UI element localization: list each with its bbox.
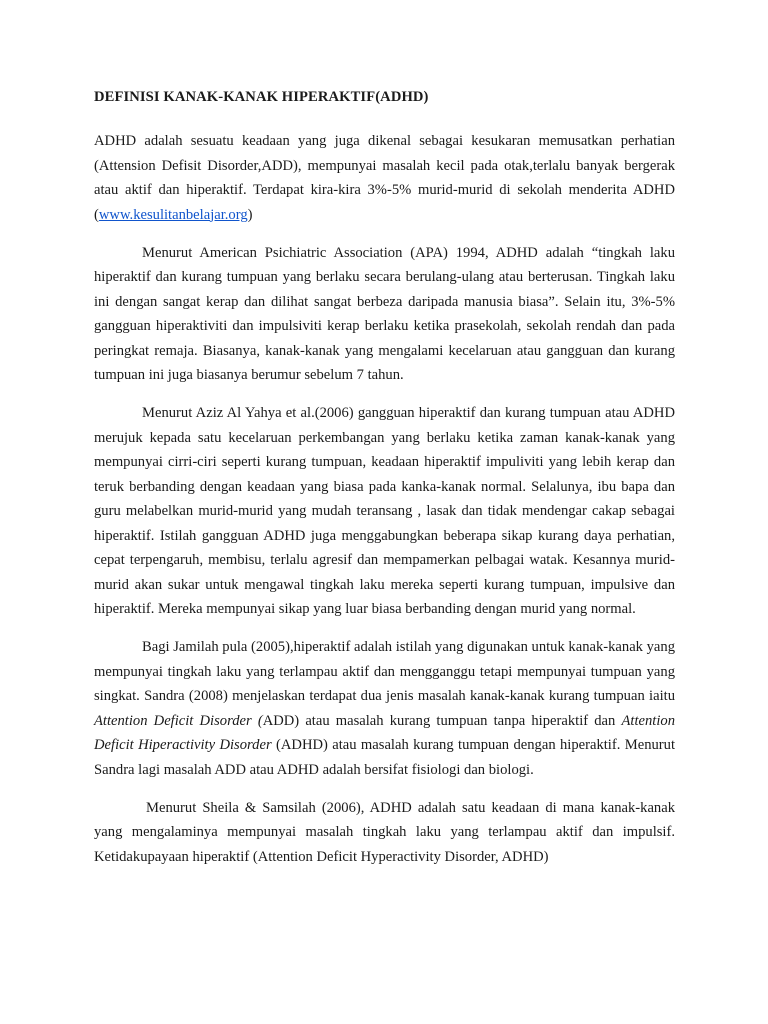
paragraph-text: ADHD adalah sesuatu keadaan yang juga dikenal sebagai kesukaran memusatkan perhatian (Attension Defisit Disorder,ADD), mempunyai masalah kecil pada otak,terlalu banyak bergerak atau aktif dan hiperaktif. Terdapat kira-kira 3%-5% murid-murid di sekolah menderita ADHD (	[94, 133, 675, 223]
italic-term-adhd: Attention Deficit Hiperactivity Disorder	[94, 712, 675, 753]
kesulitanbelajar-link[interactable]: www.kesulitanbelajar.org	[98, 206, 248, 223]
document-title: DEFINISI KANAK-KANAK HIPERAKTIF(ADHD)	[94, 89, 429, 105]
paragraph-jamilah	[94, 635, 675, 782]
paragraph-adhd-definition	[94, 129, 675, 227]
paragraph-text: )	[247, 206, 253, 223]
italic-term-add: Attention Deficit Disorder (	[94, 712, 263, 729]
paragraph-aziz: Menurut Aziz Al Yahya et al.(2006) gangguan hiperaktif dan kurang tumpuan atau ADHD merujuk kepada satu kecelaruan perkembangan yang berlaku ketika zaman kanak-kanak yang mempunyai cirri-ciri seperti kurang tumpuan, keadaan hiperaktif impuliviti yang lebih kerap dan teruk berbanding dengan keadaan yang biasa pada kanka-kanak normal. Selalunya, ibu bapa dan guru melabelkan murid-murid yang mudah teransang , lasak dan tidak mendengar cakap sebagai hiperaktif. Istilah gangguan ADHD juga menggabungkan beberapa sikap kurang daya perhatian, cepat terpengaruh, membisu, terlalu agresif dan mempamerkan pelbagai watak. Kesannya murid-murid akan sukar untuk mengawal tingkah laku mereka seperti kurang tumpuan, impulsive dan hiperaktif. Mereka mempunyai sikap yang luar biasa berbanding dengan murid yang normal.	[94, 405, 675, 617]
paragraph-text: ADD) atau masalah kurang tumpuan tanpa hiperaktif dan	[262, 712, 622, 729]
document-body	[94, 86, 675, 883]
paragraph-apa: Menurut American Psichiatric Association (APA) 1994, ADHD adalah “tingkah laku hiperaktif dan kurang tumpuan yang berlaku secara berulang-ulang atau berterusan. Tingkah laku ini dengan sangat kerap dan dilihat sangat berbeza daripada manusia biasa”. Selain itu, 3%-5% gangguan hiperaktiviti dan impulsiviti kerap berlaku ketika prasekolah, sekolah rendah dan pada peringkat remaja. Biasanya, kanak-kanak yang mengalami kecelaruan atau gangguan dan kurang tumpuan ini juga biasanya berumur sebelum 7 tahun.	[94, 244, 675, 383]
paragraph-text: Bagi Jamilah pula (2005),hiperaktif adalah istilah yang digunakan untuk kanak-kanak yang mempunyai tingkah laku yang terlampau aktif dan mengganggu tetapi mempunyai tumpuan yang singkat. Sandra (2008) menjelaskan terdapat dua jenis masalah kanak-kanak kurang tumpuan iaitu	[94, 639, 675, 704]
paragraph-text: (ADHD) atau masalah kurang tumpuan dengan hiperaktif. Menurut Sandra lagi masalah ADD atau ADHD adalah bersifat fisiologi dan biologi.	[94, 737, 675, 778]
paragraph-sheila: Menurut Sheila & Samsilah (2006), ADHD adalah satu keadaan di mana kanak-kanak yang mengalaminya mempunyai masalah tingkah laku yang terlampau aktif dan impulsif. Ketidakupayaan hiperaktif (Attention Deficit Hyperactivity Disorder, ADHD)	[94, 799, 675, 865]
